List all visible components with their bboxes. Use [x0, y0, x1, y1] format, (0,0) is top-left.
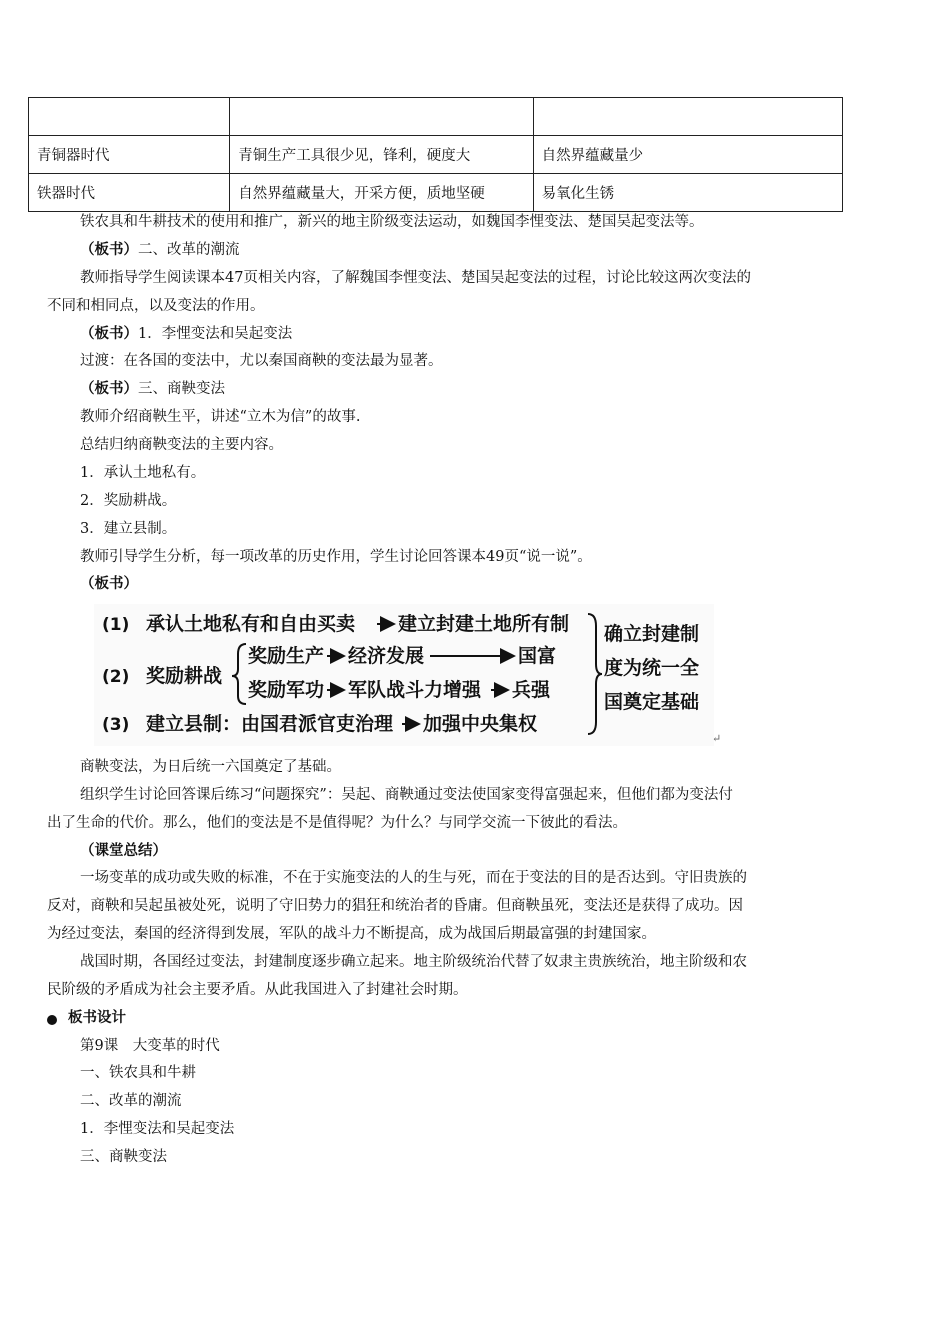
- board-heading-text: 二、改革的潮流: [138, 242, 240, 258]
- list-item: 3．建立县制。: [80, 521, 177, 537]
- section-heading: 板书设计: [68, 1009, 126, 1026]
- paragraph: 教师指导学生阅读课本47页相关内容，了解魏国李悝变法、楚国吴起变法的过程，讨论比较这两次变法的: [80, 270, 751, 286]
- diagram-subitem: 兵强: [512, 679, 551, 701]
- paragraph: 商鞅变法，为日后统一六国奠定了基础。: [80, 759, 341, 775]
- table-cell: 自然界蕴藏量大，开采方便，质地坚硬: [230, 174, 533, 212]
- diagram-subitem: 经济发展: [348, 645, 425, 667]
- diagram-conclusion: 度为统一全: [604, 657, 700, 679]
- diagram-subitem: 奖励军功: [248, 679, 325, 701]
- list-item: 1．承认土地私有。: [80, 465, 206, 481]
- diagram-num: (1): [102, 615, 130, 635]
- diagram-num: (2): [102, 667, 130, 687]
- board-design-item: 第9课 大变革的时代: [80, 1038, 220, 1054]
- paragraph-continuation: 不同和相同点，以及变法的作用。: [47, 298, 265, 314]
- table-row: [29, 98, 843, 136]
- board-heading-text: 1．李悝变法和吴起变法: [138, 326, 293, 342]
- diagram-subitem: 奖励生产: [248, 645, 325, 667]
- paragraph: 教师引导学生分析，每一项改革的历史作用，学生讨论回答课本49页“说一说”。: [80, 549, 592, 565]
- table-cell: 青铜生产工具很少见，锋利，硬度大: [230, 136, 533, 174]
- comparison-table: [28, 97, 843, 212]
- table-cell: [230, 98, 533, 136]
- board-design-item: 三、商鞅变法: [80, 1149, 167, 1165]
- paragraph: 战国时期，各国经过变法，封建制度逐步确立起来。地主阶级统治代替了奴隶主贵族统治，地主阶级和农: [80, 954, 747, 970]
- paragraph-continuation: 反对，商鞅和吴起虽被处死，说明了守旧势力的猖狂和统治者的昏庸。但商鞅虽死，变法还是获得了成功。因: [47, 898, 743, 914]
- paragraph-continuation: 为经过变法，秦国的经济得到发展，军队的战斗力不断提高，成为战国后期最富强的封建国家。: [47, 926, 656, 942]
- paragraph-continuation: 民阶级的矛盾成为社会主要矛盾。从此我国进入了封建社会时期。: [47, 982, 468, 998]
- table-cell: [533, 98, 842, 136]
- diagram-num: (3): [102, 715, 130, 735]
- paragraph: 总结归纳商鞅变法的主要内容。: [80, 437, 283, 453]
- table-row: [29, 136, 843, 174]
- board-label: （板书）: [80, 325, 138, 342]
- table-cell: 易氧化生锈: [533, 174, 842, 212]
- board-design-item: 1．李悝变法和吴起变法: [80, 1121, 235, 1137]
- table-cell: 自然界蕴藏量少: [533, 136, 842, 174]
- diagram-result: 加强中央集权: [423, 713, 538, 735]
- table-cell: [29, 98, 230, 136]
- diagram-item: 奖励耕战: [146, 665, 223, 687]
- diagram-svg: [94, 604, 714, 746]
- diagram-subitem: 国富: [518, 645, 557, 667]
- board-label: （课堂总结）: [80, 842, 167, 859]
- left-brace: [232, 644, 246, 704]
- paragraph: 过渡：在各国的变法中，尤以秦国商鞅的变法最为显著。: [80, 353, 443, 369]
- board-design-item: 二、改革的潮流: [80, 1093, 182, 1109]
- table-cell: 铁器时代: [29, 174, 230, 212]
- paragraph: 组织学生讨论回答课后练习“问题探究”：吴起、商鞅通过变法使国家变得富强起来，但他们都为变法付: [80, 787, 733, 803]
- board-label: （板书）: [80, 575, 138, 592]
- paragraph: 一场变革的成功或失败的标准，不在于实施变法的人的生与死，而在于变法的目的是否达到。守旧贵族的: [80, 870, 747, 886]
- board-label: （板书）: [80, 241, 138, 258]
- board-heading: [80, 379, 225, 399]
- diagram-subitem: 军队战斗力增强: [348, 679, 482, 701]
- right-brace: [588, 614, 602, 734]
- diagram-item: 建立县制：由国君派官吏治理: [146, 713, 394, 735]
- table-cell: 青铜器时代: [29, 136, 230, 174]
- return-mark-icon: ↵: [712, 732, 722, 745]
- paragraph-continuation: 出了生命的代价。那么，他们的变法是不是值得呢？为什么？与同学交流一下彼此的看法。: [47, 815, 627, 831]
- diagram-conclusion: 国奠定基础: [604, 691, 700, 713]
- list-item: 2．奖励耕战。: [80, 493, 177, 509]
- table-row: [29, 174, 843, 212]
- diagram-conclusion: 确立封建制: [604, 623, 700, 645]
- paragraph: 教师介绍商鞅生平，讲述“立木为信”的故事.: [80, 409, 361, 425]
- bullet-icon: [47, 1015, 57, 1025]
- board-heading: [80, 240, 240, 260]
- diagram-item: 承认土地私有和自由买卖: [146, 613, 356, 635]
- board-design-item: 一、铁农具和牛耕: [80, 1065, 196, 1081]
- paragraph: 铁农具和牛耕技术的使用和推广，新兴的地主阶级变法运动，如魏国李悝变法、楚国吴起变法等。: [80, 214, 704, 230]
- board-heading: [80, 324, 292, 344]
- diagram-result: 建立封建土地所有制: [398, 613, 570, 635]
- board-heading-text: 三、商鞅变法: [138, 381, 225, 397]
- shang-yang-reform-diagram: [94, 604, 714, 746]
- board-label: （板书）: [80, 380, 138, 397]
